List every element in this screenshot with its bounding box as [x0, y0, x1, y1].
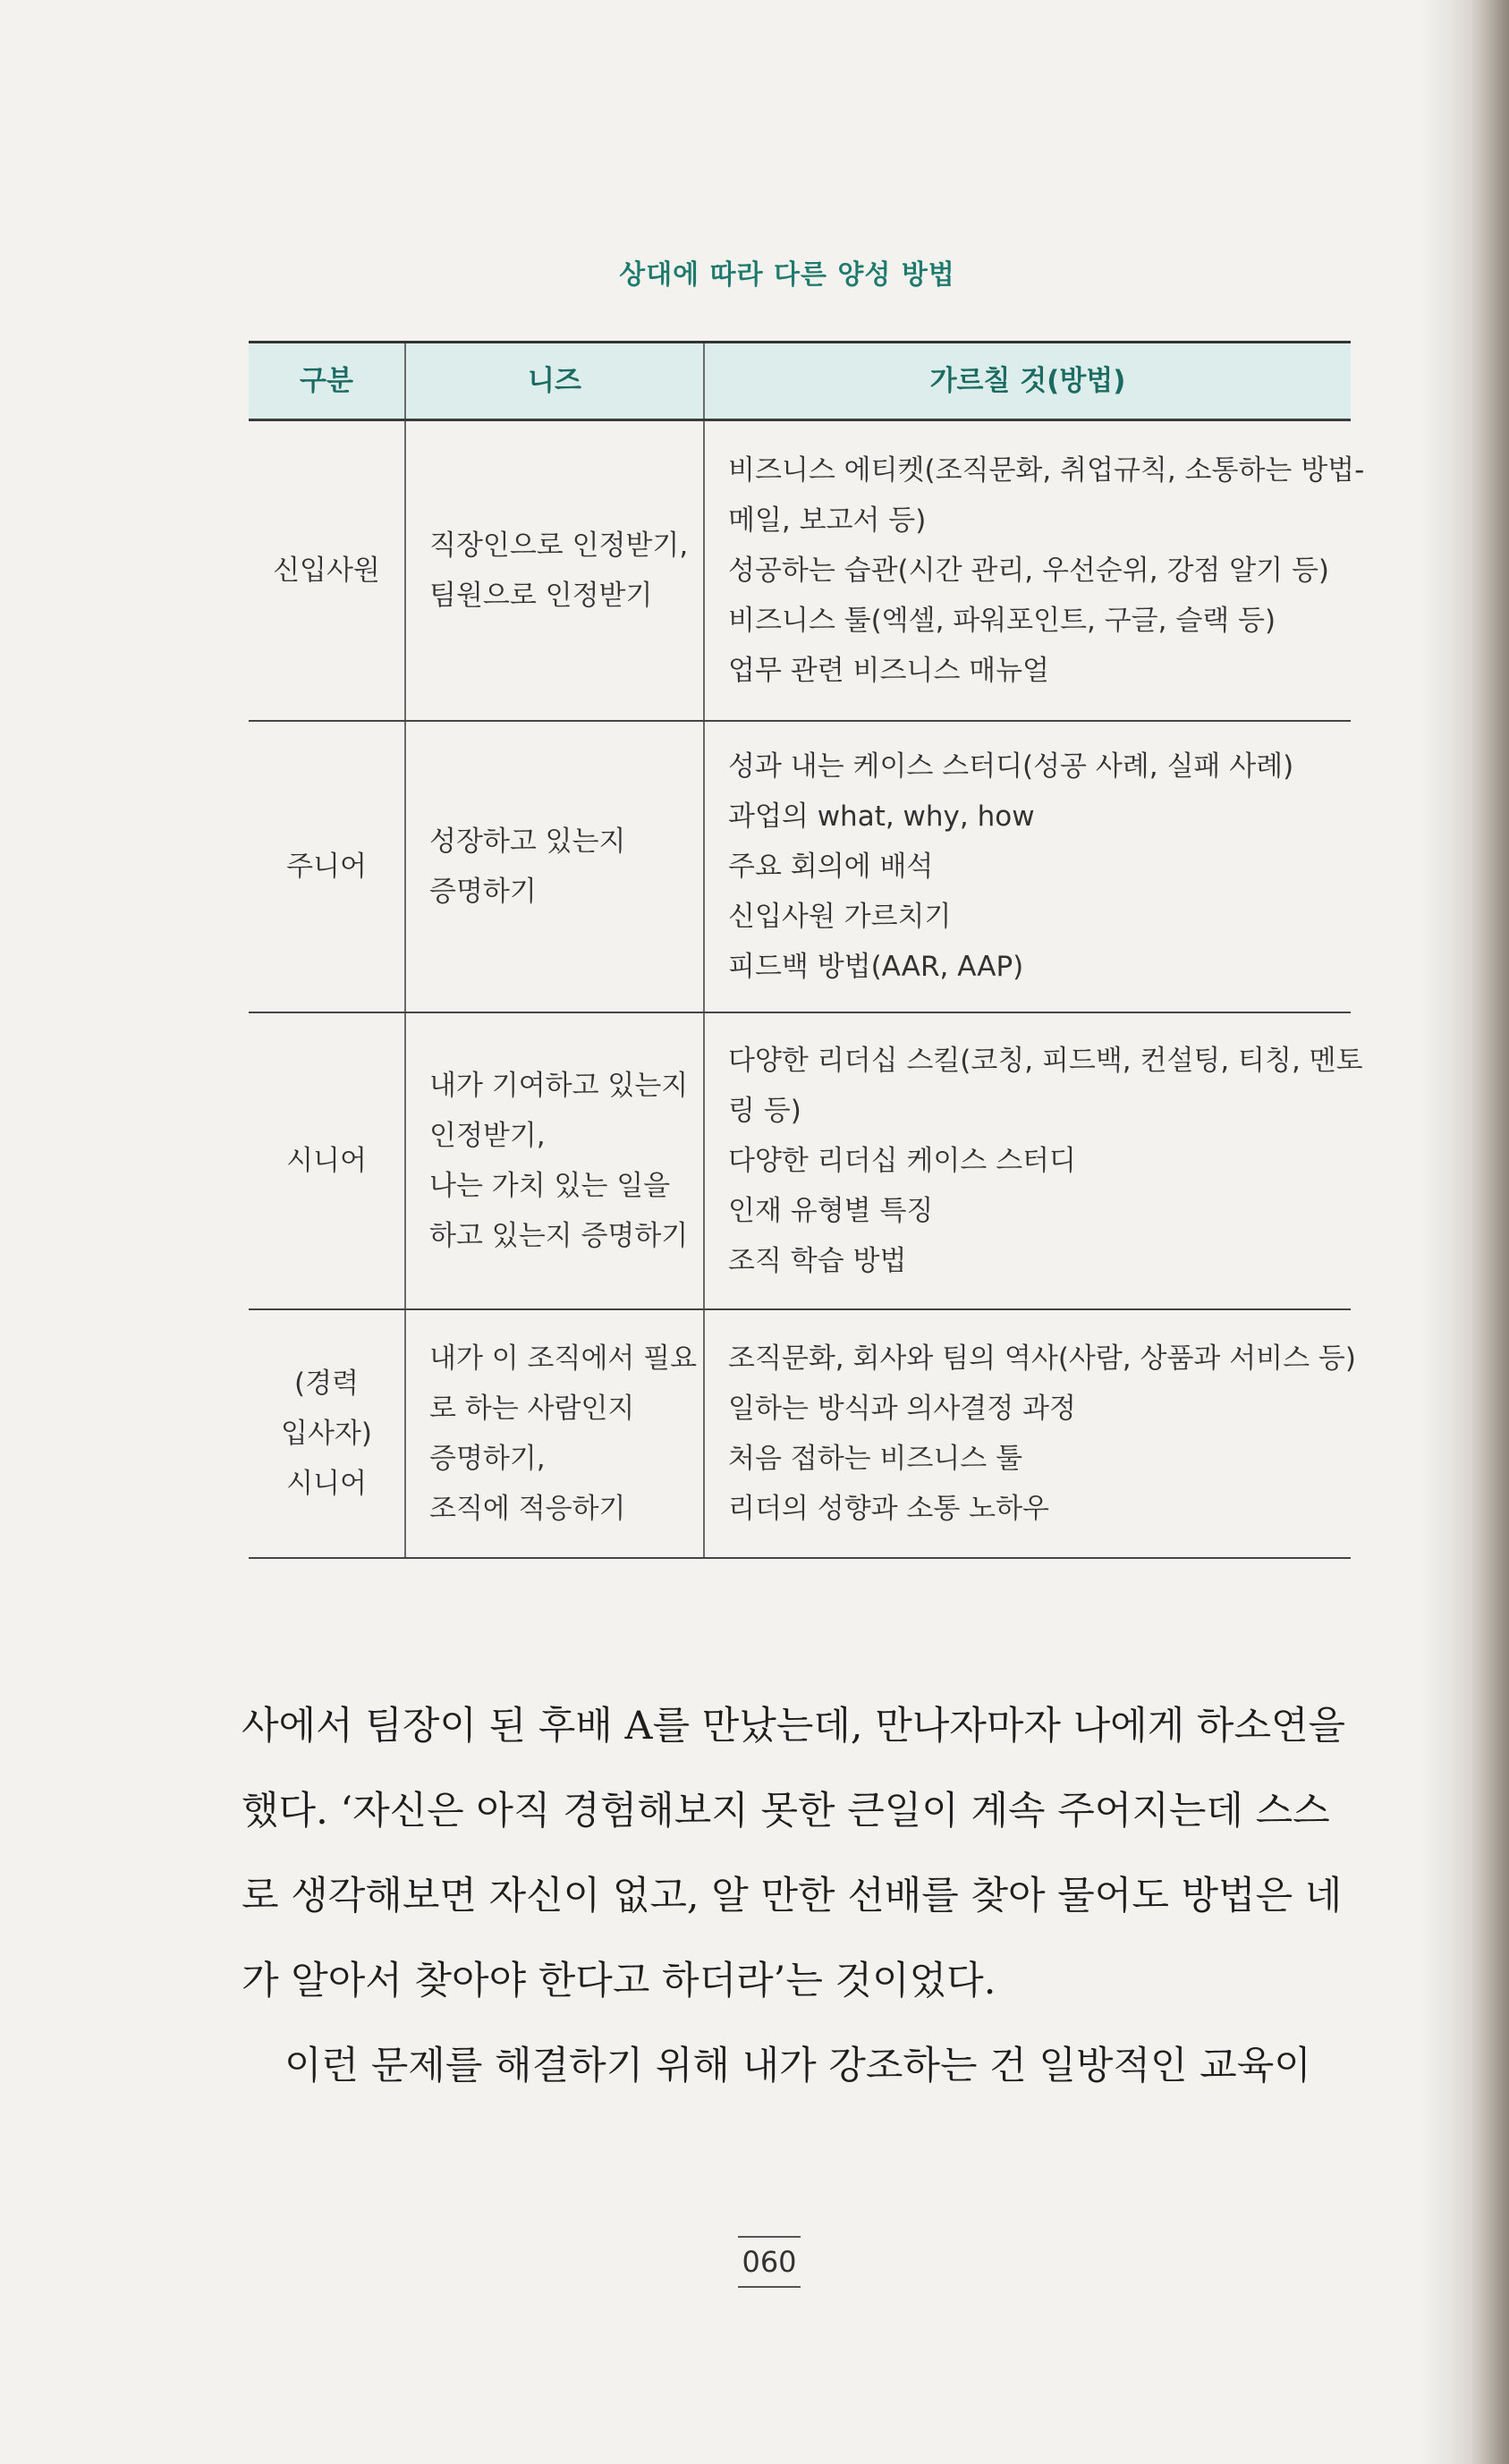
body-line: 했다. ‘자신은 아직 경험해보지 못한 큰일이 계속 주어지는데 스스 [242, 1789, 1330, 1833]
row-methods [704, 1012, 1363, 1309]
table-caption: 상대에 따라 다른 양성 방법 [619, 259, 955, 291]
table-header-row [249, 343, 1351, 420]
method-line: 주요 회의에 배석 [728, 851, 934, 883]
method-line: 과업의 what, why, how [728, 800, 1035, 833]
row-needs [405, 1309, 704, 1558]
page-number [0, 2236, 1509, 2288]
table-row [249, 1012, 1351, 1309]
body-line: 가 알아서 찾아야 한다고 하더라’는 것이었다. [242, 1959, 996, 2003]
method-line: 메일, 보고서 등) [728, 504, 927, 537]
header-category: 구분 [249, 343, 405, 420]
category-line: 주니어 [286, 851, 367, 883]
row-needs [405, 420, 704, 722]
needs-line: 증명하기, [429, 1443, 546, 1475]
method-line: 조직문화, 회사와 팀의 역사(사람, 상품과 서비스 등) [728, 1342, 1356, 1375]
method-line: 링 등) [728, 1095, 801, 1127]
row-needs [405, 1012, 704, 1309]
row-methods [704, 721, 1351, 1012]
row-category [249, 1012, 405, 1309]
category-line: (경력 [294, 1367, 359, 1400]
method-line: 인재 유형별 특징 [728, 1195, 934, 1227]
page-number-label: 060 [738, 2236, 800, 2288]
method-line: 업무 관련 비즈니스 매뉴얼 [728, 655, 1049, 687]
page-shadow [1420, 0, 1446, 2464]
body-text [242, 1684, 1378, 2109]
row-category [249, 1309, 405, 1558]
needs-line: 직장인으로 인정받기, [429, 529, 689, 562]
method-line: 처음 접하는 비즈니스 툴 [728, 1443, 1023, 1475]
method-line: 일하는 방식과 의사결정 과정 [728, 1393, 1076, 1425]
method-line: 성공하는 습관(시간 관리, 우선순위, 강점 알기 등) [728, 555, 1329, 587]
category-line: 시니어 [286, 1468, 367, 1500]
table-row [249, 1309, 1351, 1558]
method-line: 조직 학습 방법 [728, 1245, 907, 1277]
training-methods-table [249, 341, 1365, 1559]
method-line: 리더의 성향과 소통 노하우 [728, 1493, 1049, 1525]
row-category [249, 721, 405, 1012]
page-edge [1446, 0, 1509, 2464]
method-line: 비즈니스 툴(엑셀, 파워포인트, 구글, 슬랙 등) [728, 605, 1276, 637]
needs-line: 나는 가치 있는 일을 [429, 1170, 671, 1202]
needs-line: 조직에 적응하기 [429, 1493, 626, 1525]
body-line: 이런 문제를 해결하기 위해 내가 강조하는 건 일방적인 교육이 [284, 2044, 1311, 2088]
needs-line: 성장하고 있는지 [429, 826, 626, 858]
category-line: 시니어 [286, 1145, 367, 1177]
row-needs [405, 721, 704, 1012]
needs-line: 로 하는 사람인지 [429, 1393, 635, 1425]
needs-line: 하고 있는지 증명하기 [429, 1220, 689, 1252]
needs-line: 증명하기 [429, 876, 537, 908]
method-line: 성과 내는 케이스 스터디(성공 사례, 실패 사례) [728, 750, 1294, 783]
header-needs: 니즈 [405, 343, 704, 420]
row-category [249, 420, 405, 722]
needs-line: 내가 기여하고 있는지 [429, 1070, 689, 1102]
method-line: 다양한 리더십 스킬(코칭, 피드백, 컨설팅, 티칭, 멘토 [728, 1045, 1363, 1077]
needs-line: 내가 이 조직에서 필요 [429, 1342, 698, 1375]
table-row [249, 420, 1351, 722]
row-methods [704, 1309, 1356, 1558]
category-line: 입사자) [281, 1418, 372, 1450]
method-line: 피드백 방법(AAR, AAP) [728, 951, 1024, 983]
header-methods: 가르칠 것(방법) [704, 343, 1351, 420]
needs-line: 팀원으로 인정받기 [429, 580, 653, 612]
category-line: 신입사원 [273, 555, 380, 587]
needs-line: 인정받기, [429, 1120, 546, 1152]
table-row [249, 721, 1351, 1012]
method-line: 다양한 리더십 케이스 스터디 [728, 1145, 1076, 1177]
row-methods [704, 420, 1365, 722]
method-line: 신입사원 가르치기 [728, 901, 952, 933]
method-line: 비즈니스 에티켓(조직문화, 취업규칙, 소통하는 방법- [728, 454, 1365, 487]
body-line: 사에서 팀장이 된 후배 A를 만났는데, 만나자마자 나에게 하소연을 [242, 1704, 1346, 1749]
body-line: 로 생각해보면 자신이 없고, 알 만한 선배를 찾아 물어도 방법은 네 [242, 1874, 1343, 1918]
